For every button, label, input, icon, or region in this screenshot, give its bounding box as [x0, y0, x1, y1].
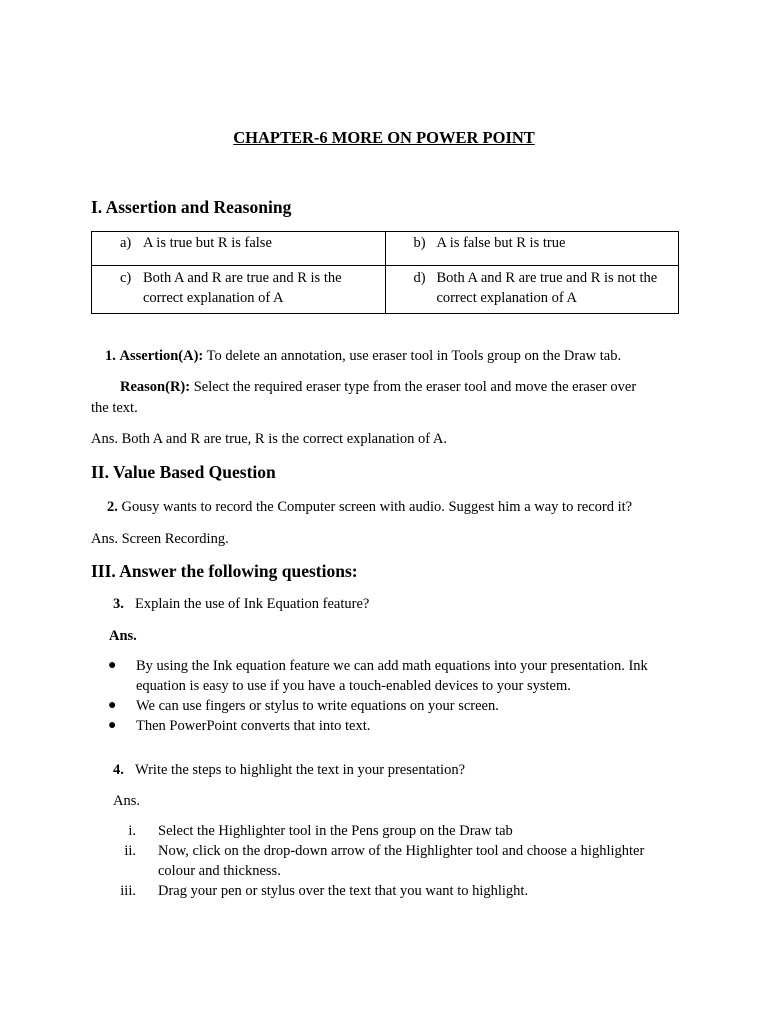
bullet-icon: ● — [108, 658, 117, 673]
list-item — [108, 716, 678, 736]
step-number: i. — [128, 823, 136, 839]
page-title: CHAPTER-6 MORE ON POWER POINT — [233, 128, 535, 147]
bullet-icon: ● — [108, 698, 117, 713]
question-4 — [113, 760, 465, 780]
question-number: 2. — [107, 499, 118, 515]
question-2-answer: Ans. Screen Recording. — [91, 531, 229, 547]
option-cell-c — [92, 266, 386, 314]
list-item-text: We can use fingers or stylus to write equations on your screen. — [136, 698, 499, 714]
question-number: 3. — [113, 596, 124, 612]
question-text: Explain the use of Ink Equation feature? — [135, 596, 370, 612]
question-1-assertion — [105, 346, 695, 366]
option-label: d) — [413, 270, 426, 286]
list-item — [108, 821, 678, 841]
option-text: Both A and R are true and R is not the correct explanation of A — [436, 270, 658, 306]
step-number: iii. — [120, 883, 136, 899]
steps-list — [108, 821, 678, 901]
question-1-reason-cont: the text. — [91, 400, 138, 416]
question-number: 1. — [105, 348, 116, 364]
option-label: b) — [413, 235, 426, 251]
answer-label: Ans. — [113, 793, 140, 809]
question-1-answer: Ans. Both A and R are true, R is the correct explanation of A. — [91, 431, 447, 447]
step-text: Now, click on the drop-down arrow of the Highlighter tool and choose a highlighter colour and thickness. — [158, 843, 645, 879]
question-3 — [113, 594, 369, 614]
options-table — [91, 231, 679, 314]
option-cell-d — [385, 266, 679, 314]
option-label: c) — [120, 270, 132, 286]
question-1-reason — [120, 377, 680, 397]
reason-label: Reason(R): — [120, 379, 191, 395]
bullet-icon: ● — [108, 718, 117, 733]
option-label: a) — [120, 235, 132, 251]
assertion-label: Assertion(A): — [119, 348, 204, 364]
list-item — [108, 696, 678, 716]
step-text: Drag your pen or stylus over the text that you want to highlight. — [158, 883, 529, 899]
option-cell-b — [385, 232, 679, 266]
question-2 — [107, 497, 697, 517]
list-item — [108, 881, 678, 901]
option-text: A is true but R is false — [143, 235, 272, 251]
question-number: 4. — [113, 762, 124, 778]
section-heading-value: II. Value Based Question — [91, 462, 276, 482]
option-cell-a — [92, 232, 386, 266]
reason-text: Select the required eraser type from the eraser tool and move the eraser over — [190, 379, 637, 395]
answer-label: Ans. — [109, 628, 137, 644]
bullet-list — [108, 656, 678, 736]
assertion-text: To delete an annotation, use eraser tool in Tools group on the Draw tab. — [203, 348, 622, 364]
list-item — [108, 656, 678, 696]
list-item-text: By using the Ink equation feature we can add math equations into your presentation. Ink equation is easy to use if you have a touch-enabled devices to your system. — [136, 658, 648, 694]
list-item — [108, 841, 678, 881]
section-heading-assertion: I. Assertion and Reasoning — [91, 197, 292, 217]
section-heading-answer: III. Answer the following questions: — [91, 561, 358, 581]
question-text: Write the steps to highlight the text in your presentation? — [135, 762, 466, 778]
step-text: Select the Highlighter tool in the Pens group on the Draw tab — [158, 823, 513, 839]
list-item-text: Then PowerPoint converts that into text. — [136, 718, 371, 734]
question-text: Gousy wants to record the Computer screen with audio. Suggest him a way to record it? — [117, 499, 633, 515]
option-text: A is false but R is true — [436, 235, 566, 251]
option-text: Both A and R are true and R is the correct explanation of A — [143, 270, 342, 306]
step-number: ii. — [124, 843, 136, 859]
